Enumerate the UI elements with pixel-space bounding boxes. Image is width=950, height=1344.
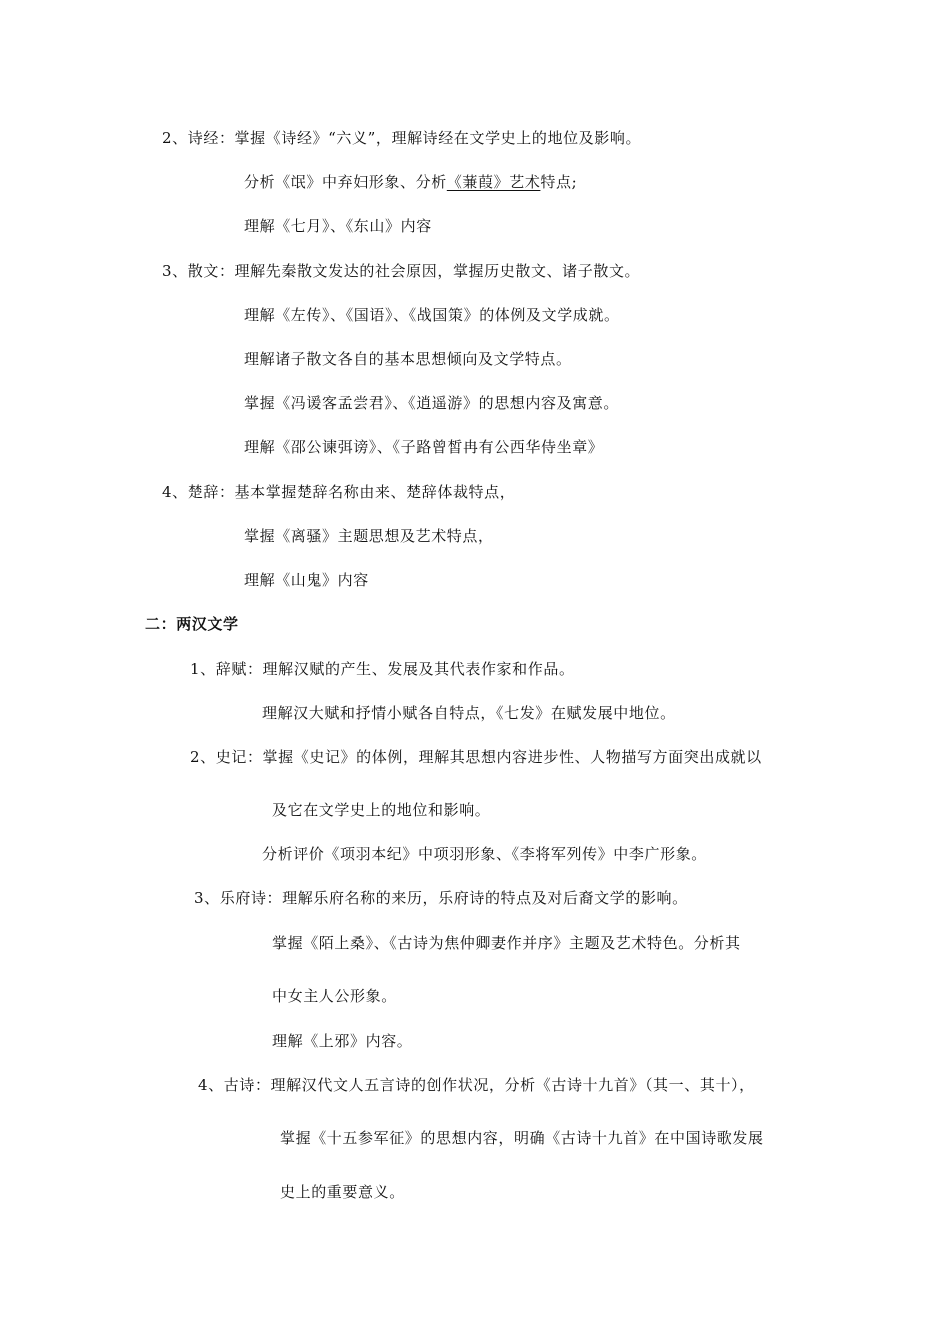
- chuci-line-1: 4、楚辞：基本掌握楚辞名称由来、楚辞体裁特点，: [162, 483, 516, 501]
- shiji-line-3: 分析评价《项羽本纪》中项羽形象、《李将军列传》中李广形象。: [262, 845, 707, 863]
- sanwen-line-5: 理解《邵公谏弭谤》、《子路曾皙冉有公西华侍坐章》: [244, 438, 604, 456]
- sanwen-line-1: 3、散文：理解先秦散文发达的社会原因，掌握历史散文、诸子散文。: [162, 262, 641, 280]
- yuefu-line-4: 理解《上邪》内容。: [272, 1032, 413, 1050]
- gushi-line-2: 掌握《十五参军征》的思想内容，明确《古诗十九首》在中国诗歌发展: [280, 1129, 764, 1147]
- shijing-line-2: [244, 172, 577, 192]
- sanwen-line-2: 理解《左传》、《国语》、《战国策》的体例及文学成就。: [244, 306, 620, 324]
- cifu-line-1: 1、辞赋：理解汉赋的产生、发展及其代表作家和作品。: [190, 660, 575, 678]
- shijing-line-2-text-a: 分析《氓》中弃妇形象、分析: [244, 173, 447, 191]
- yuefu-line-2: 掌握《陌上桑》、《古诗为焦仲卿妻作并序》主题及艺术特色。分析其: [272, 934, 741, 952]
- gushi-line-3: 史上的重要意义。: [280, 1183, 405, 1201]
- shiji-line-2: 及它在文学史上的地位和影响。: [272, 801, 491, 819]
- jianjia-underlined-text: 《蒹葭》艺术: [446, 173, 541, 191]
- section-heading-han-literature: 二：两汉文学: [145, 615, 239, 633]
- cifu-line-2: 理解汉大赋和抒情小赋各自特点，《七发》在赋发展中地位。: [262, 704, 676, 722]
- shijing-line-2-text-b: 特点;: [540, 173, 578, 191]
- chuci-line-3: 理解《山鬼》内容: [244, 571, 369, 589]
- gushi-line-1: 4、古诗：理解汉代文人五言诗的创作状况，分析《古诗十九首》（其一、其十），: [198, 1076, 755, 1094]
- yuefu-line-1: 3、乐府诗：理解乐府名称的来历，乐府诗的特点及对后裔文学的影响。: [194, 889, 688, 907]
- yuefu-line-3: 中女主人公形象。: [272, 987, 397, 1005]
- shijing-line-1: 2、诗经：掌握《诗经》“六义”，理解诗经在文学史上的地位及影响。: [162, 129, 642, 147]
- sanwen-line-4: 掌握《冯谖客孟尝君》、《逍遥游》的思想内容及寓意。: [244, 394, 620, 412]
- shiji-line-1: 2、史记：掌握《史记》的体例，理解其思想内容进步性、人物描写方面突出成就以: [190, 748, 762, 766]
- chuci-line-2: 掌握《离骚》主题思想及艺术特点，: [244, 527, 494, 545]
- shijing-line-3: 理解《七月》、《东山》内容: [244, 217, 432, 235]
- sanwen-line-3: 理解诸子散文各自的基本思想倾向及文学特点。: [244, 350, 572, 368]
